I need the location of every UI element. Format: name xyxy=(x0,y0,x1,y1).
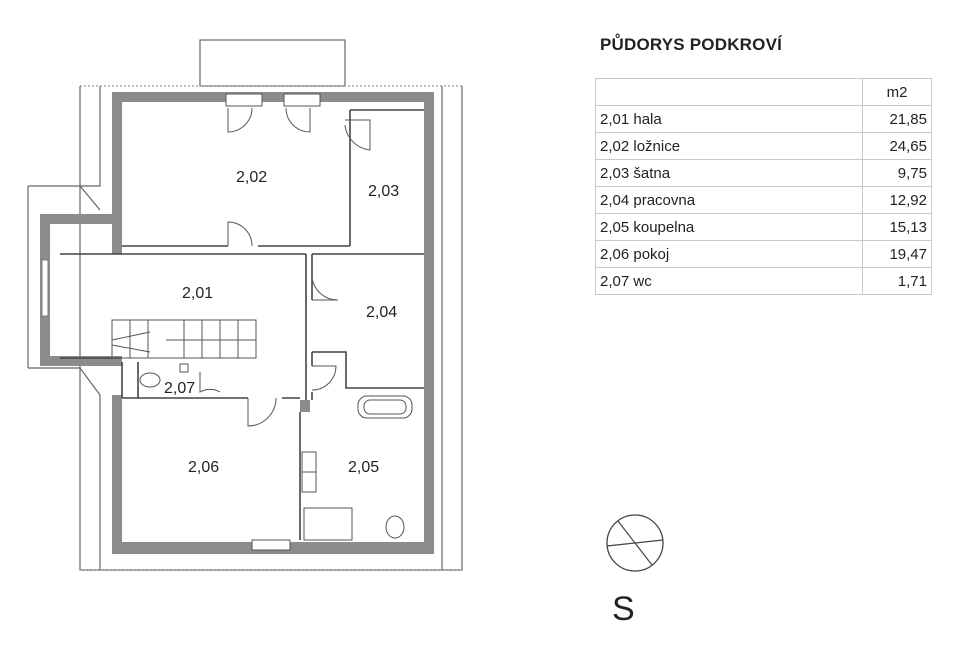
room-name-cell: 2,06 pokoj xyxy=(596,241,863,268)
left-window xyxy=(42,260,48,316)
bathtub-icon xyxy=(358,396,412,418)
room-label-2-04: 2,04 xyxy=(366,304,398,321)
table-row xyxy=(596,160,932,187)
staircase xyxy=(112,320,256,358)
header-empty-cell xyxy=(596,79,863,106)
compass-icon xyxy=(604,512,666,574)
room-area-cell: 21,85 xyxy=(863,106,932,133)
table-header-row xyxy=(596,79,932,106)
room-label-2-01: 2,01 xyxy=(182,285,214,302)
room-area-cell: 24,65 xyxy=(863,133,932,160)
table-row xyxy=(596,268,932,295)
plan-title: PŮDORYS PODKROVÍ xyxy=(600,35,783,54)
room-label-2-07: 2,07 xyxy=(164,380,196,397)
room-label-2-06: 2,06 xyxy=(188,459,220,476)
unit-header: m2 xyxy=(863,79,932,106)
exterior-walls xyxy=(40,92,434,554)
table-row xyxy=(596,241,932,268)
room-name-cell: 2,07 wc xyxy=(596,268,863,295)
room-area-cell: 9,75 xyxy=(863,160,932,187)
room-name-cell: 2,02 ložnice xyxy=(596,133,863,160)
doors xyxy=(200,94,370,426)
room-area-table xyxy=(595,78,932,295)
room-label-2-05: 2,05 xyxy=(348,459,380,476)
room-name-cell: 2,01 hala xyxy=(596,106,863,133)
room-label-2-03: 2,03 xyxy=(368,183,400,200)
room-area-cell: 15,13 xyxy=(863,214,932,241)
table-row xyxy=(596,187,932,214)
room-area-cell: 12,92 xyxy=(863,187,932,214)
room-name-cell: 2,05 koupelna xyxy=(596,214,863,241)
orientation-label: S xyxy=(612,590,635,628)
room-area-cell: 19,47 xyxy=(863,241,932,268)
room-name-cell: 2,04 pracovna xyxy=(596,187,863,214)
room-area-cell: 1,71 xyxy=(863,268,932,295)
room-name-cell: 2,03 šatna xyxy=(596,160,863,187)
table-row xyxy=(596,106,932,133)
balcony-door xyxy=(252,540,290,550)
room-label-2-02: 2,02 xyxy=(236,169,268,186)
table-row xyxy=(596,214,932,241)
wc-toilet-icon xyxy=(140,373,160,387)
table-row xyxy=(596,133,932,160)
shower-base-icon xyxy=(304,508,352,540)
bath-toilet-icon xyxy=(386,516,404,538)
